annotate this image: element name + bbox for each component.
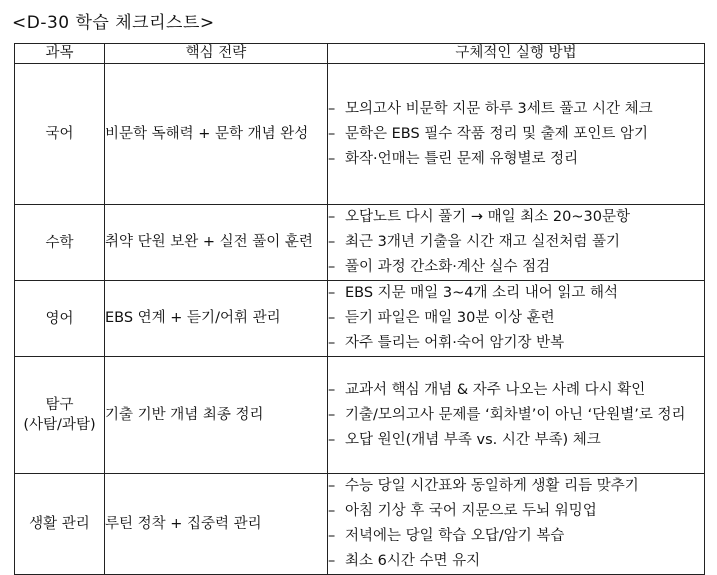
document-title: <D-30 학습 체크리스트> [12,13,215,33]
action-list [328,378,704,453]
subject-line: (사탐/과탐) [23,417,96,433]
action-list [328,97,704,172]
action-item: – 화작·언매는 틀린 문제 유형별로 정리 [328,150,579,167]
strategy-cell: 비문학 독해력 + 문학 개념 완성 [105,64,328,205]
action-item: – 듣기 파일은 매일 30분 이상 훈련 [328,310,555,326]
table-row [15,64,705,205]
header-actions: 구체적인 실행 방법 [328,44,705,64]
action-item: – 아침 기상 후 국어 지문으로 두뇌 워밍업 [328,503,597,519]
action-item: – 풀이 과정 간소화·계산 실수 점검 [328,259,551,275]
actions-cell [328,281,705,357]
action-item: – 기출/모의고사 문제를 ‘회차별’이 아닌 ‘단원별’로 정리 [328,406,686,423]
table-header-row [15,44,705,64]
strategy-cell: 루틴 정착 + 집중력 관리 [105,474,328,575]
action-item: – 문학은 EBS 필수 작품 정리 및 출제 포인트 암기 [328,125,649,142]
table-row [15,281,705,357]
action-list [328,281,704,356]
actions-cell [328,474,705,575]
subject-line: 탐구 [45,397,74,413]
action-item: – 오답노트 다시 풀기 → 매일 최소 20~30문항 [328,209,630,225]
table-row [15,205,705,281]
strategy-cell: 취약 단원 보완 + 실전 풀이 훈련 [105,205,328,281]
subject-cell: 생활 관리 [15,474,105,575]
actions-cell [328,357,705,474]
subject-cell [15,357,105,474]
action-item: – 교과서 핵심 개념 & 자주 나오는 사례 다시 확인 [328,381,646,398]
header-strategy: 핵심 전략 [105,44,328,64]
action-item: – 자주 틀리는 어휘·숙어 암기장 반복 [328,335,565,351]
action-item: – 오답 원인(개념 부족 vs. 시간 부족) 체크 [328,431,601,448]
actions-cell [328,205,705,281]
header-subject: 과목 [15,44,105,64]
actions-cell [328,64,705,205]
action-item: – 저녁에는 당일 학습 오답/암기 복습 [328,528,565,544]
table-row [15,357,705,474]
subject-cell: 영어 [15,281,105,357]
strategy-cell: 기출 기반 개념 최종 정리 [105,357,328,474]
action-item: – EBS 지문 매일 3~4개 소리 내어 읽고 해석 [328,285,619,301]
action-item: – 최소 6시간 수면 유지 [328,553,481,569]
action-item: – 최근 3개년 기출을 시간 재고 실전처럼 풀기 [328,234,620,250]
subject-cell: 수학 [15,205,105,281]
action-list [328,205,704,280]
checklist-table [14,43,705,575]
strategy-cell: EBS 연계 + 듣기/어휘 관리 [105,281,328,357]
table-row [15,474,705,575]
action-item: – 수능 당일 시간표와 동일하게 생활 리듬 맞추기 [328,478,639,494]
action-item: – 모의고사 비문학 지문 하루 3세트 풀고 시간 체크 [328,100,653,117]
action-list [328,474,704,574]
subject-cell: 국어 [15,64,105,205]
